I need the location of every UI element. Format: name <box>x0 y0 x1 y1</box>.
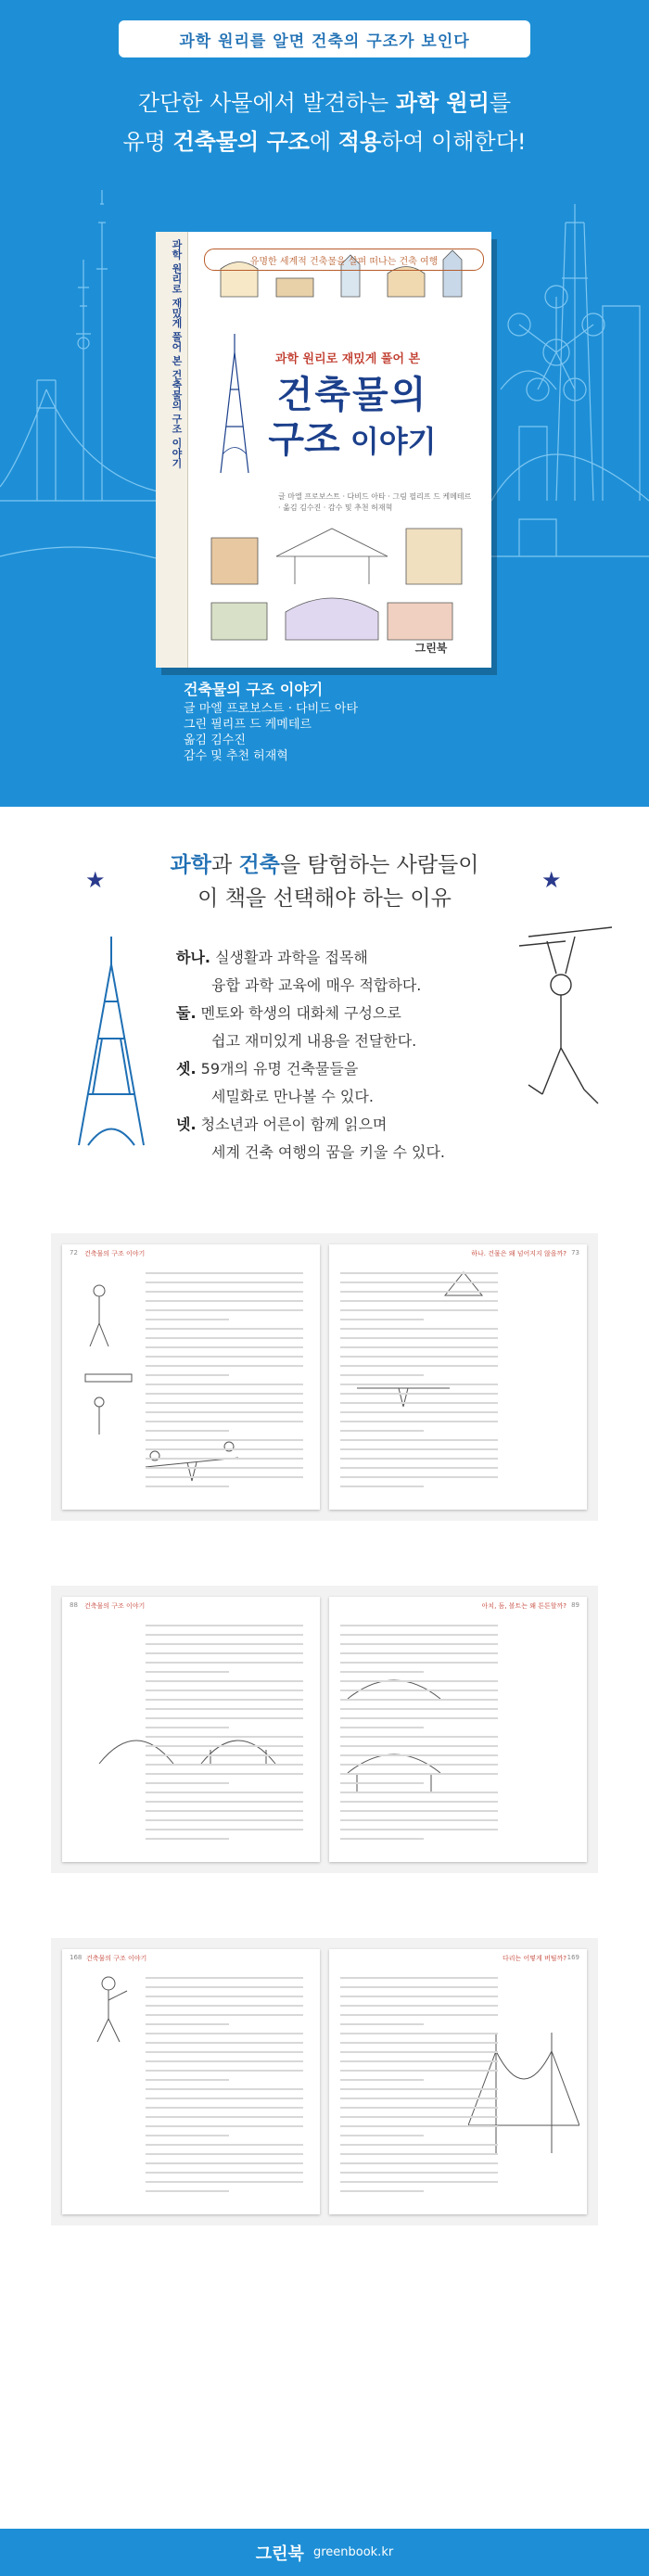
text-line <box>146 2070 303 2072</box>
text-line <box>146 1300 303 1302</box>
text-line <box>146 1708 303 1710</box>
book-info <box>184 682 462 764</box>
text-line <box>340 1652 498 1654</box>
text-line <box>146 1272 303 1274</box>
reason-title: 과학과 건축을 탐험하는 사람들이 이 책을 선택해야 하는 이유 <box>170 853 479 911</box>
text-line <box>146 1652 303 1654</box>
reason-item: 둘. 멘토와 학생의 대화체 구성으로 쉽고 재미있게 내용을 전달한다. <box>176 1004 417 1050</box>
arch-diagram <box>338 1662 450 1801</box>
text-line <box>146 2051 303 2053</box>
cover-tagline: 과학 원리로 재밌게 풀어 본 <box>274 352 421 366</box>
text-line <box>146 1374 229 1376</box>
text-line <box>146 1625 303 1626</box>
text-line <box>340 2162 498 2164</box>
text-line <box>146 1328 303 1330</box>
spine-text: 과학 원리로 재밌게 풀어 본 건축물의 구조 이야기 <box>171 239 183 468</box>
text-line <box>146 1476 303 1478</box>
text-line <box>340 1829 498 1830</box>
hanging-person-illustration <box>501 918 621 1122</box>
text-line <box>146 1838 229 1840</box>
text-line <box>340 2042 498 2044</box>
text-line <box>146 1467 303 1469</box>
text-line <box>146 1792 303 1793</box>
text-line <box>146 1439 303 1441</box>
text-line <box>146 1421 303 1422</box>
text-line <box>340 1690 498 1691</box>
text-line <box>340 1977 498 1979</box>
text-line <box>340 1625 498 1626</box>
text-line <box>146 1430 229 1432</box>
text-line <box>340 1754 498 1756</box>
eiffel-tower-illustration <box>56 927 176 1150</box>
text-line <box>146 1764 303 1766</box>
text-line <box>146 1736 303 1738</box>
text-line <box>146 2042 303 2044</box>
text-line <box>146 1986 303 1988</box>
text-line <box>340 1736 498 1738</box>
cover-title-line2: 구조 이야기 <box>268 418 437 461</box>
text-line <box>146 1365 303 1367</box>
text-line <box>340 2172 498 2174</box>
text-line <box>340 1819 498 1821</box>
text-line <box>340 1337 498 1339</box>
cover-subtitle: 유명한 세계적 건축물을 살펴 떠나는 건축 여행 <box>204 249 484 271</box>
text-line <box>146 1977 303 1979</box>
book-info-title: 건축물의 구조 이야기 <box>184 681 324 698</box>
text-line <box>340 1810 498 1812</box>
text-line <box>340 2153 498 2155</box>
reason-item: 하나. 실생활과 과학을 접목해 융합 과학 교육에 매우 적합하다. <box>176 949 422 994</box>
text-line <box>146 2125 303 2127</box>
text-line <box>146 1291 303 1293</box>
text-line <box>340 2135 424 2136</box>
text-line <box>146 2153 303 2155</box>
seesaw-illustration <box>136 1439 248 1486</box>
text-line <box>340 1346 498 1348</box>
book-spine <box>156 232 188 668</box>
page-header: 다리는 어떻게 버틸까? <box>502 1955 566 1962</box>
text-line <box>146 1486 229 1487</box>
text-line <box>146 1745 303 1747</box>
text-line <box>340 1430 424 1432</box>
text-line <box>146 2033 303 2034</box>
text-line <box>340 2088 498 2090</box>
text-line <box>146 1727 229 1728</box>
spread-left-page <box>62 1244 320 1510</box>
cover-title-line1: 건축물의 <box>276 374 428 416</box>
star-icon: ★ <box>541 867 562 893</box>
page-header: 아치, 돔, 볼트는 왜 튼튼할까? <box>481 1602 566 1610</box>
text-line <box>340 1773 498 1775</box>
text-line <box>340 1699 498 1701</box>
text-line <box>340 1671 424 1673</box>
text-line <box>146 2088 303 2090</box>
spread-left-page <box>62 1949 320 2214</box>
text-line <box>146 2172 303 2174</box>
banner-text: 과학 원리를 알면 건축의 구조가 보인다 <box>179 32 470 51</box>
text-line <box>146 1393 303 1395</box>
text-line <box>340 1291 498 1293</box>
text-line <box>340 2098 498 2099</box>
text-line <box>340 2070 498 2072</box>
text-line <box>146 1309 303 1311</box>
reason-list <box>176 944 482 1167</box>
star-icon: ★ <box>85 867 106 893</box>
text-line <box>146 2181 303 2183</box>
text-line <box>340 1996 498 1997</box>
page-number: 72 <box>70 1249 78 1256</box>
text-line <box>340 1838 424 1840</box>
bridge-illustration <box>468 2014 579 2172</box>
text-line <box>146 1356 303 1358</box>
text-line <box>146 1810 303 1812</box>
text-line <box>340 2023 424 2025</box>
text-line <box>340 1467 498 1469</box>
text-line <box>340 1708 498 1710</box>
text-line <box>146 1458 303 1460</box>
text-line <box>340 1374 424 1376</box>
text-line <box>146 2190 229 2192</box>
text-line <box>146 2144 303 2146</box>
book-spread-1 <box>51 1233 598 1521</box>
text-line <box>340 2033 498 2034</box>
text-line <box>146 2162 303 2164</box>
text-line <box>340 1393 498 1395</box>
book-spread-2 <box>51 1586 598 1873</box>
page-number: 169 <box>566 1954 579 1961</box>
text-line <box>340 2107 498 2109</box>
text-line <box>146 1384 303 1385</box>
text-line <box>340 1801 498 1803</box>
text-line <box>340 1365 498 1367</box>
text-line <box>146 2060 303 2062</box>
text-line <box>146 1773 303 1775</box>
text-line <box>340 1300 498 1302</box>
text-line <box>340 1448 498 1450</box>
book-info-line: 감수 및 추천 허재혁 <box>184 749 288 763</box>
text-line <box>340 1458 498 1460</box>
text-line <box>340 2144 498 2146</box>
text-line <box>146 2005 303 2007</box>
text-line <box>146 2014 303 2016</box>
spread-right-page <box>329 1597 587 1862</box>
page-number: 168 <box>70 1954 83 1961</box>
text-line <box>340 1680 498 1682</box>
text-line <box>146 1346 303 1348</box>
headline-line1: 간단한 사물에서 발견하는 과학 원리를 <box>137 90 512 116</box>
text-line <box>146 1337 303 1339</box>
page-number: 73 <box>571 1249 579 1256</box>
text-line <box>146 2023 229 2025</box>
publisher-logo: 그린북 <box>255 2544 304 2564</box>
text-line <box>146 1671 229 1673</box>
text-line <box>340 1643 498 1645</box>
text-line <box>340 1986 498 1988</box>
page-illustration <box>81 1972 136 2047</box>
text-line <box>340 1282 498 1283</box>
text-line <box>340 1782 424 1784</box>
text-line <box>340 1439 498 1441</box>
text-line <box>146 1754 303 1756</box>
text-line <box>146 2135 229 2136</box>
text-line <box>146 1319 229 1320</box>
text-line <box>340 1745 498 1747</box>
text-line <box>340 1662 498 1664</box>
text-line <box>146 2116 303 2118</box>
hero-section <box>0 0 649 807</box>
text-line <box>340 1309 498 1311</box>
text-line <box>340 1421 498 1422</box>
text-line <box>146 1717 303 1719</box>
text-line <box>340 1356 498 1358</box>
text-line <box>340 2079 424 2081</box>
text-line <box>340 2181 498 2183</box>
text-line <box>340 2116 498 2118</box>
page-number: 89 <box>571 1601 579 1609</box>
text-line <box>340 1328 498 1330</box>
text-line <box>340 1486 424 1487</box>
text-line <box>340 1764 498 1766</box>
text-line <box>340 1634 498 1636</box>
text-line <box>146 1634 303 1636</box>
page-header: 건축물의 구조 이야기 <box>84 1602 146 1610</box>
reason-item: 넷. 청소년과 어른이 함께 읽으며 세계 건축 여행의 꿈을 키울 수 있다. <box>176 1116 445 1161</box>
text-line <box>146 1801 303 1803</box>
text-line <box>146 1448 303 1450</box>
text-line <box>146 1411 303 1413</box>
text-line <box>340 1411 498 1413</box>
text-line <box>146 1282 303 1283</box>
text-line <box>340 1476 498 1478</box>
text-line <box>146 1662 303 1664</box>
text-line <box>340 1272 498 1274</box>
headline <box>0 83 649 161</box>
reason-item: 셋. 59개의 유명 건축물들을 세밀화로 만나볼 수 있다. <box>176 1060 374 1105</box>
text-line <box>340 2014 498 2016</box>
text-line <box>340 1717 498 1719</box>
page-header: 건축물의 구조 이야기 <box>84 1250 146 1257</box>
text-line <box>146 1829 303 1830</box>
text-line <box>340 1402 498 1404</box>
spread-left-page <box>62 1597 320 1862</box>
text-line <box>340 2051 498 2053</box>
text-line <box>340 1792 498 1793</box>
text-line <box>146 1996 303 1997</box>
book-info-line: 글 마엘 프로보스트 · 다비드 아타 <box>184 702 359 716</box>
text-line <box>340 2190 424 2192</box>
book-info-line: 옮김 김수진 <box>184 733 246 747</box>
spread-right-page <box>329 1949 587 2214</box>
text-line <box>146 1680 303 1682</box>
text-line <box>340 2060 498 2062</box>
page-number: 88 <box>70 1601 78 1609</box>
book-info-line: 그린 필리프 드 케메테르 <box>184 718 312 732</box>
footer <box>0 2529 649 2576</box>
text-line <box>146 1402 303 1404</box>
text-line <box>340 2005 498 2007</box>
text-line <box>146 1699 303 1701</box>
text-line <box>340 1384 498 1385</box>
publisher-url[interactable]: greenbook.kr <box>312 2545 394 2559</box>
text-line <box>146 1782 229 1784</box>
page-illustration <box>81 1282 136 1448</box>
text-line <box>146 1690 303 1691</box>
text-line <box>146 1819 303 1821</box>
headline-line2: 유명 건축물의 구조에 적용하여 이해한다! <box>122 129 527 155</box>
cover-publisher: 그린북 <box>414 642 448 655</box>
cover-credits: 글 마엘 프로보스트 · 다비드 아타 · 그림 필리프 드 케메테르 · 옮김 김수진 · 감수 및 추천 허재혁 <box>278 492 472 512</box>
text-line <box>146 1643 303 1645</box>
text-line <box>340 1319 424 1320</box>
text-line <box>146 2107 303 2109</box>
book-spread-3 <box>51 1938 598 2225</box>
text-line <box>146 2079 229 2081</box>
spread-right-page <box>329 1244 587 1510</box>
top-banner <box>119 20 530 57</box>
text-line <box>340 1727 424 1728</box>
page-header: 하나. 건물은 왜 넘어지지 않을까? <box>471 1250 566 1257</box>
text-line <box>146 2098 303 2099</box>
text-line <box>340 2125 498 2127</box>
seesaw-illustration <box>348 1365 459 1411</box>
page-header: 건축물의 구조 이야기 <box>86 1955 147 1962</box>
